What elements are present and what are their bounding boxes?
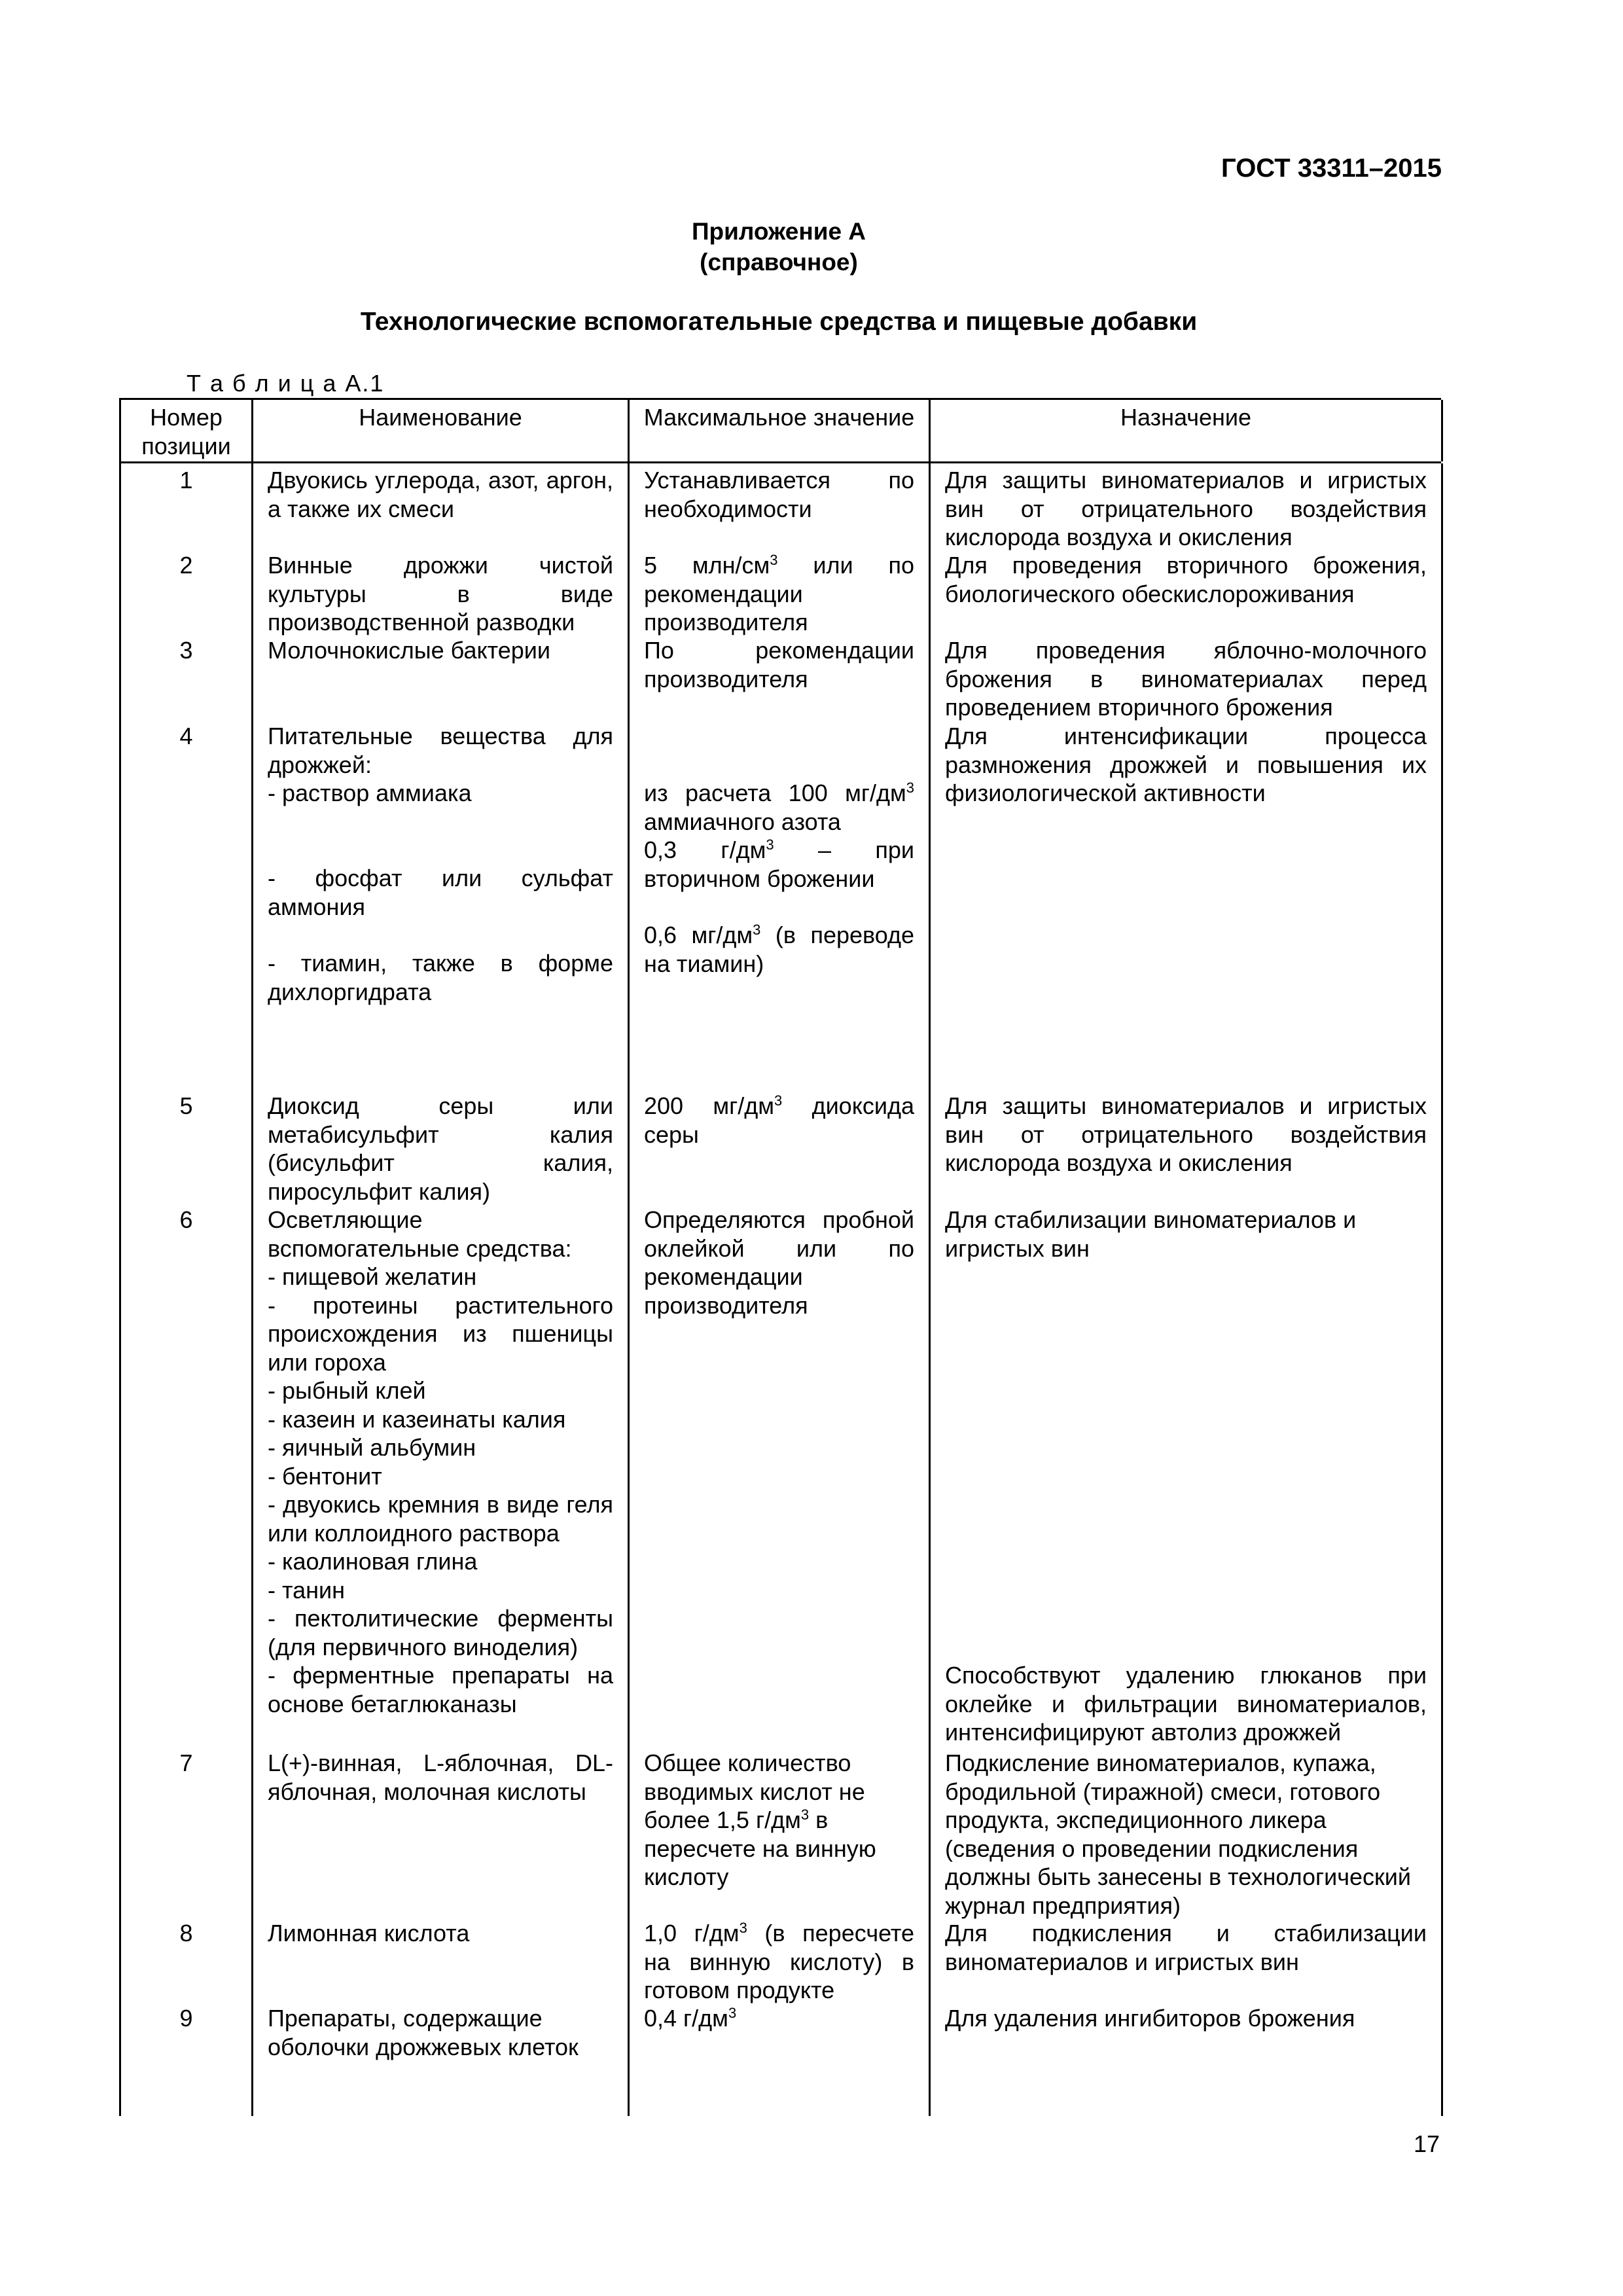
value-text: 5 млн/см bbox=[644, 552, 770, 579]
row-name: Препараты, содержащие оболочки дрожжевых клеток bbox=[268, 2005, 579, 2060]
column-value bbox=[630, 463, 931, 2116]
value-text: аммиачного азота bbox=[644, 808, 841, 835]
row-subitem-value bbox=[630, 779, 929, 836]
row-purpose-secondary: Способствуют удалению глюканов при оклейке и фильтрации виноматериалов, интенсифицируют автолиз дрожжей bbox=[945, 1662, 1427, 1746]
list-line: - яичный альбумин bbox=[268, 1434, 476, 1461]
value-text: из расчета 100 мг/дм bbox=[644, 780, 906, 806]
row-purpose: Для защиты виноматериалов и игристых вин от отрицательного воздействия кислорода воздуха и окисления bbox=[945, 467, 1427, 550]
value-superscript: 3 bbox=[728, 2005, 737, 2021]
row-value bbox=[630, 2004, 929, 2033]
value-superscript: 3 bbox=[753, 922, 761, 938]
table-body bbox=[119, 463, 1441, 2116]
list-line: - бентонит bbox=[268, 1462, 382, 1490]
section-title: Технологические вспомогательные средства и пищевые добавки bbox=[360, 308, 1198, 336]
row-number: 2 bbox=[179, 552, 193, 579]
list-line: - пектолитические ферменты (для первичного виноделия) bbox=[268, 1605, 613, 1660]
document-header: ГОСТ 33311–2015 bbox=[1221, 154, 1442, 183]
column-purpose bbox=[931, 463, 1443, 2116]
value-text: диоксида серы bbox=[644, 1092, 914, 1148]
value-superscript: 3 bbox=[766, 836, 774, 853]
row-value: По рекомендации производителя bbox=[644, 637, 914, 692]
list-line: - каолиновая глина bbox=[268, 1548, 478, 1575]
row-value: Определяются пробной оклейкой или по рекомендации производителя bbox=[644, 1206, 914, 1319]
row-number: 4 bbox=[179, 723, 193, 749]
row-name: Молочнокислые бактерии bbox=[268, 637, 550, 664]
value-text: (в переводе на тиамин) bbox=[644, 922, 914, 977]
row-value bbox=[630, 551, 929, 637]
value-text: 1,0 г/дм bbox=[644, 1920, 740, 1946]
value-text: 0,6 мг/дм bbox=[644, 922, 753, 948]
row-subitem-value bbox=[630, 836, 929, 893]
row-number: 7 bbox=[179, 1749, 193, 1776]
row-value: Устанавливается по необходимости bbox=[644, 467, 914, 522]
value-superscript: 3 bbox=[774, 1092, 783, 1109]
page-number: 17 bbox=[1413, 2130, 1440, 2157]
header-value: Максимальное значение bbox=[630, 400, 931, 461]
list-line: - пищевой желатин bbox=[268, 1263, 477, 1290]
row-purpose: Для удаления ингибиторов брожения bbox=[945, 2005, 1355, 2032]
row-name: Лимонная кислота bbox=[268, 1920, 470, 1946]
row-purpose: Для стабилизации виноматериалов и игристых вин bbox=[945, 1206, 1357, 1262]
list-line: - ферментные препараты на основе бетаглюканазы bbox=[268, 1662, 613, 1717]
table-header-row bbox=[119, 398, 1441, 463]
value-superscript: 3 bbox=[800, 1806, 810, 1823]
row-subitem-name: - фосфат или сульфат аммония bbox=[268, 865, 613, 920]
column-number bbox=[121, 463, 253, 2116]
row-value bbox=[630, 1919, 929, 2005]
row-number: 9 bbox=[179, 2005, 193, 2032]
value-text: – при вторичном брожении bbox=[644, 836, 914, 892]
list-line: Осветляющие вспомогательные средства: bbox=[268, 1206, 572, 1262]
row-name: L(+)-винная, L-яблочная, DL-яблочная, молочная кислоты bbox=[268, 1749, 613, 1805]
header-purpose: Назначение bbox=[931, 400, 1443, 461]
row-purpose: Для подкисления и стабилизации виноматериалов и игристых вин bbox=[945, 1920, 1427, 1975]
value-superscript: 3 bbox=[739, 1920, 747, 1936]
row-purpose: Для защиты виноматериалов и игристых вин от отрицательного воздействия кислорода воздуха и окисления bbox=[945, 1092, 1427, 1176]
row-name-list bbox=[253, 1206, 628, 1718]
table-caption: Т а б л и ц а А.1 bbox=[187, 370, 385, 397]
row-purpose: Подкисление виноматериалов, купажа, бродильной (тиражной) смеси, готового продукта, экспедиционного ликера (сведения о проведении подкисления должны быть занесены в технологический журнал предприятия) bbox=[945, 1749, 1412, 1919]
row-name: Питательные вещества для дрожжей: bbox=[268, 723, 613, 778]
header-number: Номер позиции bbox=[121, 400, 253, 461]
row-number: 3 bbox=[179, 637, 193, 664]
list-line: - рыбный клей bbox=[268, 1377, 426, 1404]
row-number: 5 bbox=[179, 1092, 193, 1119]
column-name bbox=[253, 463, 630, 2116]
row-number: 1 bbox=[179, 467, 193, 493]
data-table bbox=[119, 398, 1441, 2116]
value-superscript: 3 bbox=[906, 780, 914, 796]
row-subitem-value bbox=[630, 921, 929, 978]
appendix-title: Приложение А bbox=[691, 218, 866, 245]
row-purpose: Для интенсификации процесса размножения дрожжей и повышения их физиологической активности bbox=[945, 723, 1427, 806]
value-text: 0,4 г/дм bbox=[644, 2005, 728, 2032]
list-line: - танин bbox=[268, 1576, 345, 1604]
value-text: Общее количество вводимых кислот не более 1,5 г/дм bbox=[644, 1749, 865, 1833]
list-line: - казеин и казеинаты калия bbox=[268, 1405, 566, 1433]
row-value bbox=[630, 1092, 929, 1149]
row-number: 6 bbox=[179, 1206, 193, 1233]
row-subitem-name: - раствор аммиака bbox=[268, 780, 472, 806]
row-name: Двуокись углерода, азот, аргон, а также их смеси bbox=[268, 467, 613, 522]
header-name: Наименование bbox=[253, 400, 630, 461]
list-line: - двуокись кремния в виде геля или коллоидного раствора bbox=[268, 1491, 613, 1547]
value-text: 0,3 г/дм bbox=[644, 836, 766, 863]
value-text: или по рекомендации производителя bbox=[644, 552, 914, 636]
row-purpose: Для проведения вторичного брожения, биологического обескислороживания bbox=[945, 552, 1427, 607]
row-value bbox=[630, 1749, 929, 1892]
value-superscript: 3 bbox=[770, 552, 778, 568]
row-number: 8 bbox=[179, 1920, 193, 1946]
row-name: Диоксид серы или метабисульфит калия (бисульфит калия, пиросульфит калия) bbox=[268, 1092, 613, 1205]
value-text: (в пересчете на винную кислоту) в готовом продукте bbox=[644, 1920, 915, 2003]
value-text: 200 мг/дм bbox=[644, 1092, 775, 1119]
row-name: Винные дрожжи чистой культуры в виде производственной разводки bbox=[268, 552, 613, 636]
row-purpose: Для проведения яблочно-молочного брожения в виноматериалах перед проведением вторичного брожения bbox=[945, 637, 1427, 721]
appendix-heading bbox=[0, 216, 1558, 278]
list-line: - протеины растительного происхождения из пшеницы или гороха bbox=[268, 1291, 613, 1376]
value-text: в пересчете на винную кислоту bbox=[644, 1806, 876, 1890]
appendix-subtitle: (справочное) bbox=[700, 249, 858, 276]
row-subitem-name: - тиамин, также в форме дихлоргидрата bbox=[268, 950, 613, 1005]
